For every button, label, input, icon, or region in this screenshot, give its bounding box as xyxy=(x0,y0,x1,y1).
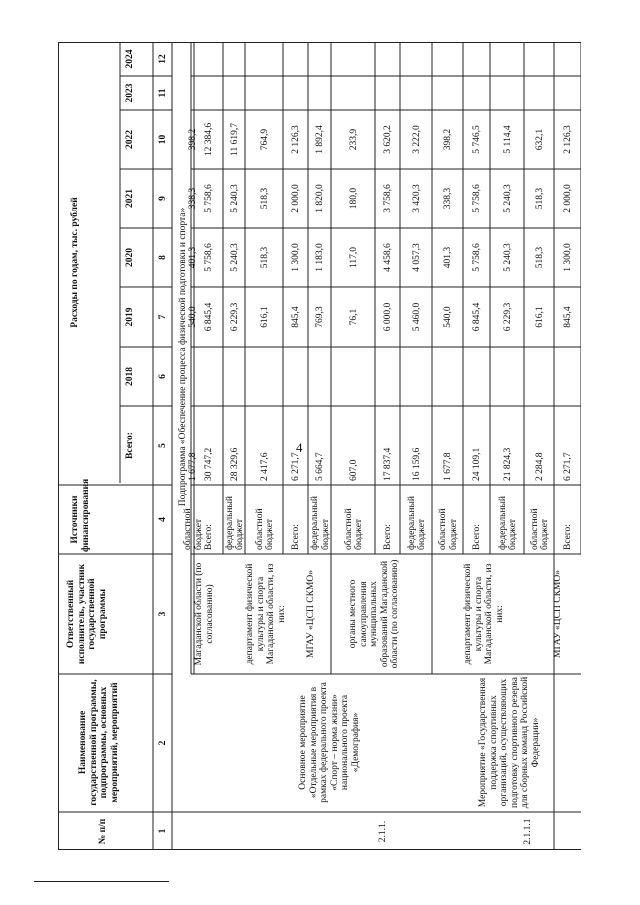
year-header-2021: 2021 xyxy=(125,189,135,208)
row-value-2019: 6 229,3 xyxy=(502,302,513,332)
row-source: федеральный бюджет xyxy=(310,496,331,550)
row-total: 28 329,6 xyxy=(229,447,240,481)
row-value-2020: 4 057,3 xyxy=(411,243,422,272)
row-source: областной бюджет xyxy=(254,508,275,550)
row-value-2019: 6 229,3 xyxy=(229,302,240,332)
row-value-2022: 398,2 xyxy=(188,128,198,151)
row-source: областной бюджет xyxy=(529,508,550,550)
year-header-2024: 2024 xyxy=(125,49,135,69)
header-name: Наименование государственной программы, подпрограммы, основных мероприятий, мероприятий xyxy=(78,679,120,806)
row-value-2021: 2 000,0 xyxy=(291,184,301,213)
header-num: № п/п xyxy=(98,818,108,845)
executor-mgau-1: МГАУ «ЦСП СКМО» xyxy=(306,570,316,658)
row-value-2021: 5 758,6 xyxy=(472,184,482,213)
row-value-2021: 518,3 xyxy=(534,187,545,210)
row-total: 607,0 xyxy=(348,459,359,481)
budget-table xyxy=(58,42,581,850)
column-number: 12 xyxy=(158,54,168,64)
row-value-2021: 5 758,6 xyxy=(204,184,214,213)
row-value-2019: 6 000,0 xyxy=(383,302,393,332)
row-total: 6 271,7 xyxy=(291,452,301,481)
row-value-2019: 616,1 xyxy=(259,306,270,328)
row-value-2020: 5 758,6 xyxy=(472,243,482,272)
row-total: 2 284,8 xyxy=(534,452,545,481)
column-number: 10 xyxy=(158,134,168,145)
row-value-2020: 518,3 xyxy=(534,246,545,269)
row-source: Всего: xyxy=(204,524,214,550)
column-number: 2 xyxy=(158,740,168,746)
header-expenses: Расходы по годам, тыс. рублей xyxy=(70,197,80,328)
row-source: Всего: xyxy=(291,524,301,550)
item-title-2-1-1: Основное мероприятие «Отдельные мероприятия в рамках федерального проекта «Спорт – норма жизни» национального проекта «Демография» xyxy=(298,682,361,803)
row-value-2022: 2 126,3 xyxy=(291,125,301,154)
row-source: Всего: xyxy=(563,524,573,550)
row-value-2021: 3 758,6 xyxy=(383,184,393,213)
row-value-2020: 1 300,0 xyxy=(563,243,573,272)
row-value-2019: 616,1 xyxy=(534,306,545,328)
row-value-2019: 540,0 xyxy=(188,306,198,328)
row-value-2020: 5 758,6 xyxy=(204,243,214,272)
item-number-2-1-1-1: 2.1.1.1 xyxy=(523,818,533,845)
row-source: областной бюджет xyxy=(438,508,459,550)
executor-dept-1: департамент физической культуры и спорта Магаданской области, из них: xyxy=(245,563,287,665)
row-value-2019: 5 460,0 xyxy=(411,302,422,332)
column-number: 1 xyxy=(158,828,168,834)
row-value-2019: 845,4 xyxy=(563,306,573,328)
subprogram-title: Подпрограмма «Обеспечение процесса физической подготовки и спорта» xyxy=(178,207,188,507)
page-number: 4 xyxy=(296,440,303,455)
row-value-2021: 5 240,3 xyxy=(502,184,513,213)
row-value-2021: 518,3 xyxy=(259,187,270,210)
row-value-2020: 401,3 xyxy=(443,246,453,269)
row-value-2021: 180,0 xyxy=(348,187,359,210)
footnote-divider xyxy=(34,881,169,882)
column-number: 5 xyxy=(158,443,168,448)
header-source: Источники финансирования xyxy=(70,478,91,552)
year-header-2023: 2023 xyxy=(125,83,135,103)
header-executor: Ответственный исполнитель, участник государственной программы xyxy=(66,563,108,665)
row-value-2019: 540,0 xyxy=(443,306,453,328)
row-value-2022: 11 619,7 xyxy=(229,123,240,156)
row-source: Всего: xyxy=(383,524,393,550)
row-total: 16 159,6 xyxy=(411,447,422,481)
row-total: 5 664,7 xyxy=(315,452,325,481)
executor-admin: Магаданской области (по согласованию) xyxy=(194,562,215,666)
row-value-2019: 845,4 xyxy=(291,306,301,328)
row-value-2020: 1 300,0 xyxy=(291,243,301,272)
row-value-2021: 5 240,3 xyxy=(229,184,240,213)
year-header-2019: 2019 xyxy=(125,307,135,327)
row-value-2021: 338,3 xyxy=(188,187,198,210)
row-value-2020: 5 240,3 xyxy=(229,243,240,272)
column-number: 6 xyxy=(158,374,168,379)
row-value-2020: 117,0 xyxy=(348,246,359,269)
row-source: федеральный бюджет xyxy=(497,496,518,550)
row-value-2020: 401,3 xyxy=(188,246,198,269)
column-number: 7 xyxy=(158,314,168,320)
header-total: Всего: xyxy=(125,432,135,459)
row-value-2022: 5 746,5 xyxy=(472,125,482,154)
row-value-2019: 76,1 xyxy=(348,308,359,326)
column-number: 8 xyxy=(158,255,168,260)
row-value-2019: 6 845,4 xyxy=(472,302,482,332)
row-total: 24 109,1 xyxy=(472,447,482,481)
row-source: областной бюджет xyxy=(343,508,364,550)
row-value-2021: 2 000,0 xyxy=(563,184,573,213)
row-value-2021: 338,3 xyxy=(443,187,453,210)
row-value-2022: 3 620,2 xyxy=(383,125,393,154)
row-value-2022: 632,1 xyxy=(534,128,545,151)
row-value-2022: 764,9 xyxy=(259,128,270,151)
year-header-2022: 2022 xyxy=(125,130,135,149)
row-total: 1 677,8 xyxy=(443,452,453,481)
row-source: федеральный бюджет xyxy=(406,496,427,550)
year-header-2018: 2018 xyxy=(125,367,135,386)
row-value-2021: 1 820,0 xyxy=(315,184,325,213)
row-total: 21 824,3 xyxy=(502,447,513,481)
row-total: 6 271,7 xyxy=(563,452,573,481)
row-value-2020: 518,3 xyxy=(259,246,270,269)
item-title-2-1-1-1: Мероприятие «Государственная поддержка спортивных организаций, осуществляющих подготовку спортивного резерва для сборных команд Российской Федерации» xyxy=(478,676,541,809)
row-value-2022: 1 892,4 xyxy=(315,125,325,154)
item-number-2-1-1: 2.1.1. xyxy=(378,820,388,843)
row-value-2020: 1 183,0 xyxy=(315,243,325,272)
executor-dept-2: департамент физической культуры и спорта Магаданской области, из них: xyxy=(463,563,505,665)
row-value-2022: 398,2 xyxy=(443,128,453,151)
row-value-2019: 769,3 xyxy=(315,306,325,328)
column-number: 9 xyxy=(158,196,168,201)
row-value-2022: 233,9 xyxy=(348,128,359,151)
row-value-2021: 3 420,3 xyxy=(411,184,422,213)
row-value-2022: 12 384,6 xyxy=(204,122,214,157)
row-value-2022: 3 222,0 xyxy=(411,125,422,154)
row-value-2022: 5 114,4 xyxy=(502,125,513,154)
row-total: 17 837,4 xyxy=(383,447,393,481)
row-value-2020: 5 240,3 xyxy=(502,243,513,272)
executor-mgau-2: МГАУ «ЦСП СКМО» xyxy=(553,570,563,658)
row-total: 30 747,2 xyxy=(204,447,214,481)
row-value-2020: 4 458,6 xyxy=(383,243,393,272)
column-number: 11 xyxy=(158,88,168,98)
row-total: 2 417,6 xyxy=(259,452,270,481)
executor-local: органы местного самоуправления муниципальных образований Магаданской области (по согласованию) xyxy=(348,559,400,669)
year-header-2020: 2020 xyxy=(125,248,135,267)
row-total: 1 677,8 xyxy=(188,452,198,481)
row-source: федеральный бюджет xyxy=(224,496,245,550)
row-source: Всего: xyxy=(472,524,482,550)
row-value-2022: 2 126,3 xyxy=(563,125,573,154)
column-number: 4 xyxy=(158,517,168,522)
row-source: областной бюджет xyxy=(183,508,204,550)
column-number: 3 xyxy=(158,611,168,617)
row-value-2019: 6 845,4 xyxy=(204,302,214,332)
